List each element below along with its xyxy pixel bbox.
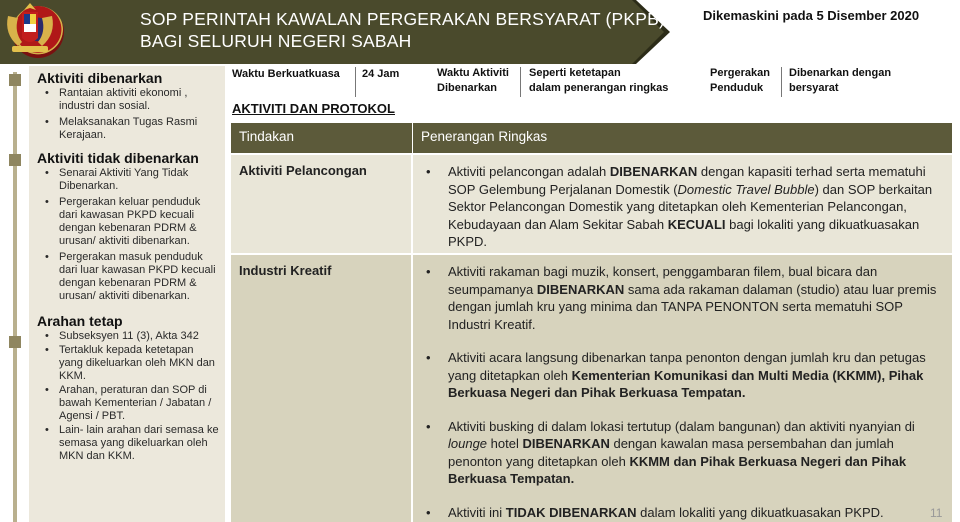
info-movement-label: Pergerakan Penduduk xyxy=(710,67,770,94)
sidebar-heading-allowed: Aktiviti dibenarkan xyxy=(37,70,163,86)
banner-title-line1: SOP PERINTAH KAWALAN PERGERAKAN BERSYARAT (PKPB) xyxy=(140,9,666,29)
page-number: 11 xyxy=(930,506,943,520)
list-item: • Subseksyen 11 (3), Akta 342 xyxy=(37,330,219,343)
table-row xyxy=(231,253,952,522)
info-movement-value: Dibenarkan dengan bersyarat xyxy=(789,67,892,94)
info-hours-value: 24 Jam xyxy=(362,68,400,80)
info-activity-label: Waktu Aktiviti Dibenarkan xyxy=(437,67,509,94)
list-item: • Pergerakan keluar penduduk dari kawasan PKPD kecuali dengan kebenaran PDRM & urusan/ aktiviti dibenarkan. xyxy=(37,196,219,248)
list-item: • Tertakluk kepada ketetapan yang dikeluarkan oleh MKN dan KKM. xyxy=(37,344,219,383)
info-activity-value: Seperti ketetapan dalam penerangan ringkas xyxy=(529,67,669,94)
list-item: • Senarai Aktiviti Yang Tidak Dibenarkan. xyxy=(37,167,219,193)
header-banner xyxy=(0,0,672,64)
sidebar-heading-not-allowed: Aktiviti tidak dibenarkan xyxy=(37,150,199,166)
sidebar-marker xyxy=(9,154,21,166)
sidebar-marker xyxy=(9,74,21,86)
list-item: • Aktiviti busking di dalam lokasi tertutup (dalam bangunan) dan aktiviti nyanyian di lounge hotel DIBENARKAN dengan kawalan masa persembahan dan jumlah penonton yang ditetapkan oleh KKMM dan Pihak Berkuasa Negeri dan Pihak Berkuasa Tempatan. xyxy=(423,418,942,488)
sidebar-accent-line xyxy=(13,72,17,522)
list-item: • Arahan, peraturan dan SOP di bawah Kementerian / Jabatan / Agensi / PBT. xyxy=(37,384,219,423)
updated-date: Dikemaskini pada 5 Disember 2020 xyxy=(703,8,920,23)
list-item: • Melaksanakan Tugas Rasmi Kerajaan. xyxy=(37,116,219,142)
sidebar-list-standing-orders xyxy=(37,330,219,463)
row-action-tourism: Aktiviti Pelancongan xyxy=(231,155,413,253)
row-action-creative-industry: Industri Kreatif xyxy=(231,255,413,522)
sidebar-marker xyxy=(9,336,21,348)
sidebar-heading-standing-orders: Arahan tetap xyxy=(37,313,123,329)
sidebar-list-not-allowed xyxy=(37,167,219,303)
list-item: • Aktiviti rakaman bagi muzik, konsert, penggambaran filem, bual bicara dan seumpamanya DIBENARKAN sama ada rakaman dalaman (studio) atau luar premis dengan jumlah kru yang minima dan TANPA PENONTON serta mematuhi SOP Industri Kreatif. xyxy=(423,263,942,333)
section-title: AKTIVITI DAN PROTOKOL xyxy=(232,101,395,116)
banner-title-line2: BAGI SELURUH NEGERI SABAH xyxy=(140,31,412,51)
list-item: • Rantaian aktiviti ekonomi , industri dan sosial. xyxy=(37,87,219,113)
table-row xyxy=(231,153,952,253)
list-item: • Aktiviti pelancongan adalah DIBENARKAN dengan kapasiti terhad serta mematuhi SOP Gelembung Perjalanan Domestik (Domestic Travel Bubble) dan SOP berkaitan Sektor Pelancongan Domestik yang ditetapkan oleh Kementerian Pelancongan, Kebudayaan dan Alam Sekitar Sabah KECUALI bagi lokaliti yang dikuatkuasakan PKPD. xyxy=(423,163,942,251)
list-item: • Aktiviti acara langsung dibenarkan tanpa penonton dengan jumlah kru dan petugas yang ditetapkan oleh Kementerian Komunikasi dan Multi Media (KKMM), Pihak Berkuasa Negeri dan Pihak Berkuasa Tempatan. xyxy=(423,349,942,402)
divider xyxy=(520,67,521,97)
row-description xyxy=(413,155,952,253)
banner-title xyxy=(140,8,665,52)
list-item: • Lain- lain arahan dari semasa ke semasa yang dikeluarkan oleh MKN dan KKM. xyxy=(37,424,219,463)
sidebar-list-allowed xyxy=(37,87,219,142)
list-item: • Aktiviti ini TIDAK DIBENARKAN dalam lokaliti yang dikuatkuasakan PKPD. xyxy=(423,504,942,522)
sidebar-panel xyxy=(29,66,225,522)
list-item: • Pergerakan masuk penduduk dari luar kawasan PKPD kecuali dengan kebenaran PDRM & urusan/ aktiviti dibenarkan. xyxy=(37,251,219,303)
malaysia-coat-of-arms-logo xyxy=(0,0,60,56)
info-hours-label: Waktu Berkuatkuasa xyxy=(232,68,340,80)
divider xyxy=(781,67,782,97)
column-header-action: Tindakan xyxy=(231,123,413,153)
table-header xyxy=(231,123,952,153)
protocol-table xyxy=(231,123,952,522)
column-header-description: Penerangan Ringkas xyxy=(421,129,548,144)
row-description xyxy=(413,255,952,522)
divider xyxy=(355,67,356,97)
